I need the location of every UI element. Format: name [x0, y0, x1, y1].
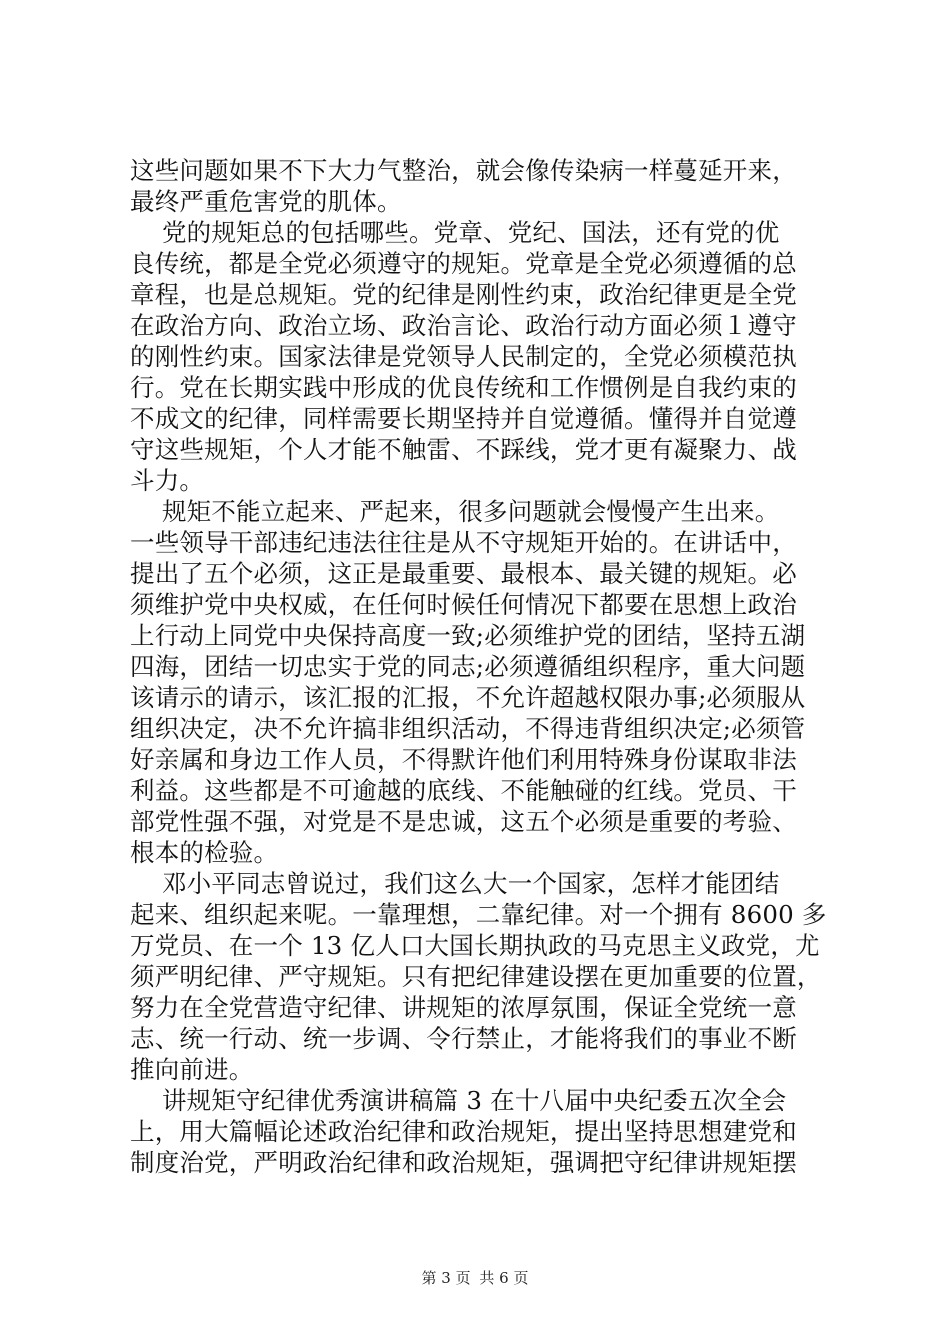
- text-line: 不成文的纪律，同样需要长期坚持并自觉遵循。懂得并自觉遵: [130, 404, 797, 433]
- text-line: 该请示的请示，该汇报的汇报，不允许超越权限办事;必须服从: [130, 683, 806, 712]
- text-line: 推向前进。: [130, 1055, 254, 1084]
- text-line: 行。党在长期实践中形成的优良传统和工作惯例是自我约束的: [130, 373, 797, 402]
- page-total: 共 6 页: [479, 1269, 529, 1287]
- page-number: 第 3 页: [421, 1269, 471, 1287]
- text-line: 努力在全党营造守纪律、讲规矩的浓厚氛围，保证全党统一意: [130, 993, 797, 1022]
- text-line: 须维护党中央权威，在任何时候任何情况下都要在思想上政治: [130, 590, 797, 619]
- text-line: 组织决定，决不允许搞非组织活动，不得违背组织决定;必须管: [130, 714, 806, 743]
- text-line: 邓小平同志曾说过，我们这么大一个国家，怎样才能团结: [130, 869, 780, 898]
- text-line: 规矩不能立起来、严起来，很多问题就会慢慢产生出来。: [130, 497, 780, 526]
- text-line: 在政治方向、政治立场、政治言论、政治行动方面必须１遵守: [130, 311, 797, 340]
- text-line: 的刚性约束。国家法律是党领导人民制定的，全党必须模范执: [130, 342, 797, 371]
- text-line: 讲规矩守纪律优秀演讲稿篇 3 在十八届中央纪委五次全会: [130, 1086, 787, 1115]
- text-line: 利益。这些都是不可逾越的底线、不能触碰的红线。党员、干: [130, 776, 797, 805]
- text-line: 守这些规矩，个人才能不触雷、不踩线，党才更有凝聚力、战: [130, 435, 797, 464]
- page-footer: [0, 1267, 950, 1288]
- text-line: 提出了五个必须，这正是最重要、最根本、最关键的规矩。必: [130, 559, 797, 588]
- text-line: 万党员、在一个 13 亿人口大国长期执政的马克思主义政党，尤: [130, 931, 820, 960]
- text-line: 须严明纪律、严守规矩。只有把纪律建设摆在更加重要的位置，: [130, 962, 822, 991]
- text-line: 起来、组织起来呢。一靠理想，二靠纪律。对一个拥有 8600 多: [130, 900, 827, 929]
- text-line: 好亲属和身边工作人员，不得默许他们利用特殊身份谋取非法: [130, 745, 797, 774]
- text-line: 部党性强不强，对党是不是忠诚，这五个必须是重要的考验、: [130, 807, 797, 836]
- text-line: 这些问题如果不下大力气整治，就会像传染病一样蔓延开来，: [130, 156, 797, 185]
- document-body: [130, 155, 830, 1178]
- text-line: 党的规矩总的包括哪些。党章、党纪、国法，还有党的优: [130, 218, 780, 247]
- text-line: 一些领导干部违纪违法往往是从不守规矩开始的。在讲话中，: [130, 528, 797, 557]
- text-line: 制度治党，严明政治纪律和政治规矩，强调把守纪律讲规矩摆: [130, 1148, 797, 1177]
- text-line: 志、统一行动、统一步调、令行禁止，才能将我们的事业不断: [130, 1024, 797, 1053]
- text-line: 上，用大篇幅论述政治纪律和政治规矩，提出坚持思想建党和: [130, 1117, 797, 1146]
- text-line: 良传统，都是全党必须遵守的规矩。党章是全党必须遵循的总: [130, 249, 797, 278]
- text-line: 章程，也是总规矩。党的纪律是刚性约束，政治纪律更是全党: [130, 280, 797, 309]
- text-line: 斗力。: [130, 466, 205, 495]
- text-line: 上行动上同党中央保持高度一致;必须维护党的团结，坚持五湖: [130, 621, 806, 650]
- text-line: 最终严重危害党的肌体。: [130, 187, 402, 216]
- text-line: 四海，团结一切忠实于党的同志;必须遵循组织程序，重大问题: [130, 652, 806, 681]
- text-line: 根本的检验。: [130, 838, 279, 867]
